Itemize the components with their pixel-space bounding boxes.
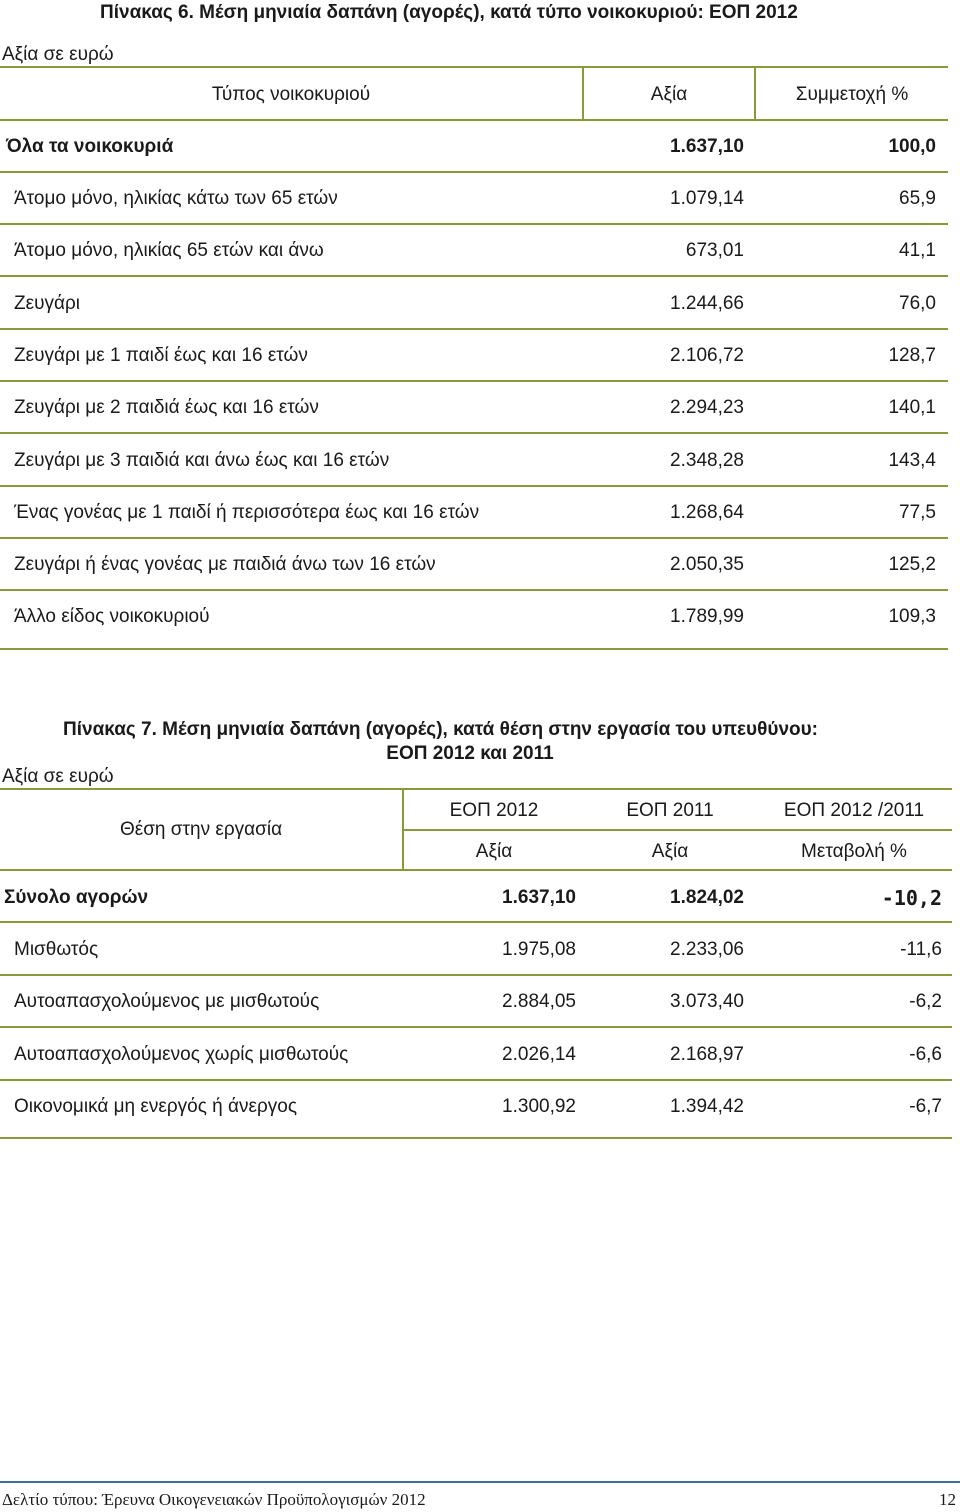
table6-unit: Αξία σε ευρώ: [2, 44, 114, 65]
row-change: -11,6: [900, 939, 942, 960]
table6-header-rule: [0, 119, 948, 121]
row-value: 2.294,23: [670, 397, 744, 418]
row-value-2012: 2.884,05: [502, 991, 576, 1012]
row-label: Ζευγάρι με 2 παιδιά έως και 16 ετών: [14, 397, 319, 418]
row-divider: [0, 432, 948, 434]
row-share: 77,5: [899, 502, 936, 523]
table6-header-share: Συμμετοχή %: [795, 84, 909, 105]
row-divider: [0, 485, 948, 487]
row-label: Άτομο μόνο, ηλικίας κάτω των 65 ετών: [14, 188, 338, 209]
row-value-2012: 1.637,10: [502, 887, 576, 908]
table7-sub-value-2011: Αξία: [651, 841, 689, 862]
row-label: Ένας γονέας με 1 παιδί ή περισσότερα έως και 16 ετών: [14, 502, 480, 523]
row-label: Όλα τα νοικοκυριά: [6, 136, 174, 157]
row-divider: [0, 589, 948, 591]
row-value-2011: 2.168,97: [670, 1044, 744, 1065]
row-change: -6,6: [909, 1044, 942, 1065]
table6-top-rule: [0, 66, 948, 68]
row-share: 143,4: [888, 450, 936, 471]
table7-title: Πίνακας 7. Μέση μηνιαία δαπάνη (αγορές), κατά θέση στην εργασία του υπευθύνου:: [63, 719, 818, 740]
footer-text: Δελτίο τύπου: Έρευνα Οικογενειακών Προϋπολογισμών 2012: [2, 1490, 426, 1509]
row-change: -6,7: [909, 1096, 942, 1117]
row-divider: [0, 171, 948, 173]
row-label: Ζευγάρι: [14, 293, 80, 314]
row-label: Οικονομικά μη ενεργός ή άνεργος: [14, 1096, 297, 1117]
table7-header-rule: [0, 869, 952, 871]
row-value-2011: 1.824,02: [670, 887, 744, 908]
row-divider: [0, 1079, 952, 1081]
table6-bottom-rule: [0, 648, 948, 650]
table7-bottom-rule: [0, 1137, 952, 1139]
table7-header-mid-rule: [404, 829, 952, 831]
row-label: Αυτοαπασχολούμενος χωρίς μισθωτούς: [14, 1044, 349, 1065]
row-label: Αυτοαπασχολούμενος με μισθωτούς: [14, 991, 320, 1012]
row-share: 125,2: [888, 554, 936, 575]
row-label: Άλλο είδος νοικοκυριού: [14, 606, 210, 627]
table7-top-rule: [0, 788, 952, 790]
table7-sub-change: Μεταβολή %: [801, 841, 907, 862]
row-label: Μισθωτός: [14, 939, 99, 960]
row-label: Σύνολο αγορών: [4, 887, 149, 908]
row-value-2012: 1.975,08: [502, 939, 576, 960]
row-divider: [0, 328, 948, 330]
row-value-2011: 1.394,42: [670, 1096, 744, 1117]
row-value: 1.244,66: [670, 293, 744, 314]
row-share: 109,3: [888, 606, 936, 627]
row-change: -10,2: [881, 886, 942, 910]
row-divider: [0, 223, 948, 225]
row-value-2011: 3.073,40: [670, 991, 744, 1012]
row-share: 65,9: [899, 188, 936, 209]
row-value: 2.050,35: [670, 554, 744, 575]
footer-rule: [0, 1481, 960, 1483]
row-label: Ζευγάρι με 1 παιδί έως και 16 ετών: [14, 345, 308, 366]
table7-header-2012: ΕΟΠ 2012: [449, 800, 539, 821]
row-value: 1.789,99: [670, 606, 744, 627]
table7-header-change: ΕΟΠ 2012 /2011: [783, 800, 925, 821]
table7-sub-value-2012: Αξία: [475, 841, 513, 862]
row-share: 128,7: [888, 345, 936, 366]
row-value-2011: 2.233,06: [670, 939, 744, 960]
row-label: Άτομο μόνο, ηλικίας 65 ετών και άνω: [14, 240, 324, 261]
table7-header-label: Θέση στην εργασία: [119, 819, 283, 840]
table7-header-2011: ΕΟΠ 2011: [626, 800, 714, 821]
row-divider: [0, 537, 948, 539]
row-divider: [0, 380, 948, 382]
row-value: 2.106,72: [670, 345, 744, 366]
table6-title: Πίνακας 6. Μέση μηνιαία δαπάνη (αγορές), κατά τύπο νοικοκυριού: ΕΟΠ 2012: [100, 2, 798, 23]
row-divider: [0, 921, 952, 923]
page-number: 12: [939, 1490, 956, 1509]
row-value: 2.348,28: [670, 450, 744, 471]
row-divider: [0, 1026, 952, 1028]
row-share: 140,1: [888, 397, 936, 418]
row-share: 100,0: [888, 136, 936, 157]
table7-title-line2: ΕΟΠ 2012 και 2011: [386, 743, 554, 764]
row-value: 1.637,10: [670, 136, 744, 157]
row-divider: [0, 974, 952, 976]
row-value-2012: 1.300,92: [502, 1096, 576, 1117]
row-share: 76,0: [899, 293, 936, 314]
row-share: 41,1: [899, 240, 936, 261]
row-label: Ζευγάρι με 3 παιδιά και άνω έως και 16 ετών: [14, 450, 390, 471]
row-change: -6,2: [909, 991, 942, 1012]
row-divider: [0, 275, 948, 277]
row-value: 1.079,14: [670, 188, 744, 209]
row-value: 1.268,64: [670, 502, 744, 523]
table6-header-type: Τύπος νοικοκυριού: [211, 84, 371, 105]
row-value-2012: 2.026,14: [502, 1044, 576, 1065]
row-value: 673,01: [685, 240, 744, 261]
row-label: Ζευγάρι ή ένας γονέας με παιδιά άνω των 16 ετών: [14, 554, 436, 575]
table7-unit: Αξία σε ευρώ: [2, 766, 114, 787]
table6-header-value: Αξία: [650, 84, 688, 105]
